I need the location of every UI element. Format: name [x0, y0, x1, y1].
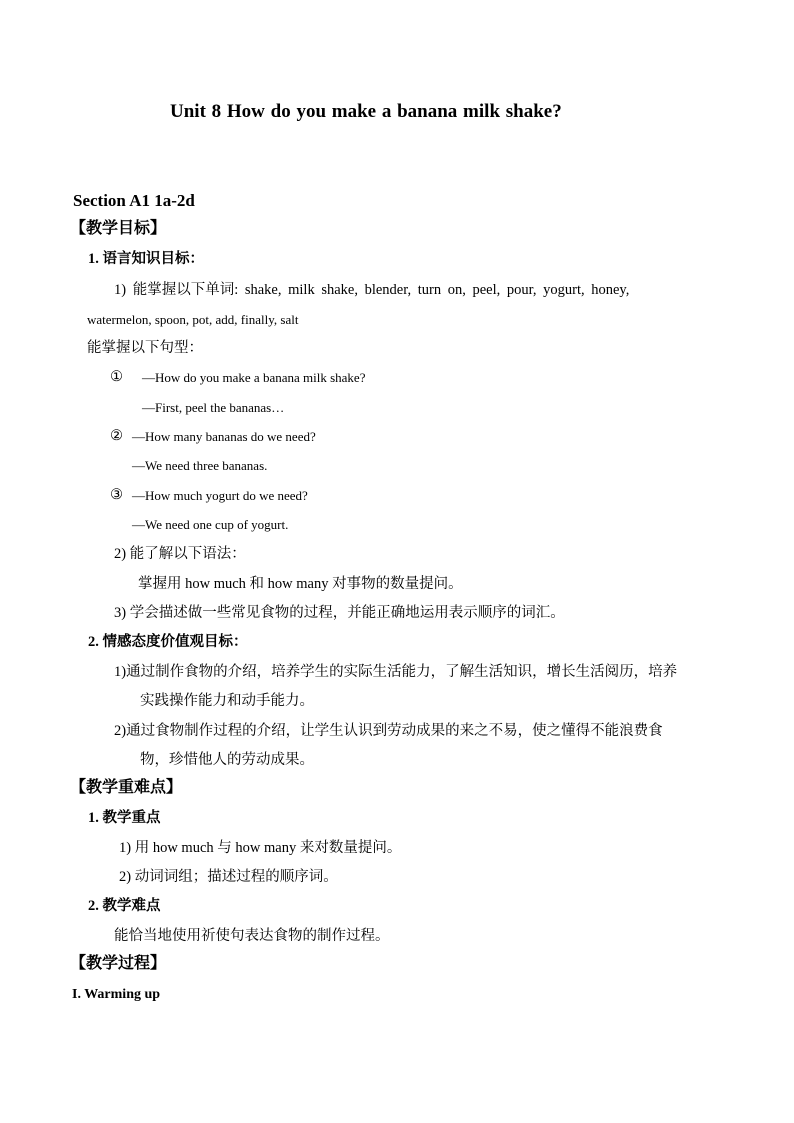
key-focus-heading: 1. 教学重点	[88, 810, 161, 826]
grammar-item: 2) 能了解以下语法：	[114, 546, 246, 562]
warming-up-heading: I. Warming up	[72, 987, 161, 1002]
grammar-detail: 掌握用 how much 和 how many 对事物的数量提问。	[138, 576, 463, 592]
dialog-3-question: —How much yogurt do we need?	[132, 488, 308, 503]
knowledge-heading: 1. 语言知识目标：	[88, 251, 204, 267]
key-focus-item-1: 1) 用 how much 与 how many 来对数量提问。	[119, 840, 402, 856]
sentence-intro: 能掌握以下句型：	[87, 340, 203, 356]
attitude-paragraph-2-line-2: 物，珍惜他人的劳动成果。	[140, 752, 314, 768]
page-title: Unit 8 How do you make a banana milk shake?	[170, 101, 562, 122]
objectives-heading: 【教学目标】	[70, 220, 167, 237]
dialog-2-answer: —We need three bananas.	[132, 458, 268, 473]
section-heading: Section A1 1a-2d	[73, 191, 195, 210]
vocab-text-1: 1) 能掌握以下单词: shake, milk shake, blender, turn on, peel, pour, yogurt, honey,	[114, 282, 630, 298]
attitude-heading: 2. 情感态度价值观目标：	[88, 634, 248, 650]
dialog-3-answer: —We need one cup of yogurt.	[132, 517, 289, 532]
process-item: 3) 学会描述做一些常见食物的过程，并能正确地运用表示顺序的词汇。	[114, 605, 565, 621]
dialog-1-answer: —First, peel the bananas…	[142, 400, 285, 415]
process-heading: 【教学过程】	[70, 955, 167, 972]
dialog-2-number: ②	[110, 428, 123, 444]
attitude-paragraph-1-line-1: 1)通过制作食物的介绍，培养学生的实际生活能力，了解生活知识，增长生活阅历，培养	[114, 664, 678, 680]
attitude-paragraph-2-line-1: 2)通过食物制作过程的介绍，让学生认识到劳动成果的来之不易，使之懂得不能浪费食	[114, 723, 663, 739]
key-points-heading: 【教学重难点】	[70, 779, 183, 796]
attitude-paragraph-1-line-2: 实践操作能力和动手能力。	[140, 693, 314, 709]
key-focus-item-2: 2) 动词词组；描述过程的顺序词。	[119, 869, 338, 885]
difficulty-item-1: 能恰当地使用祈使句表达食物的制作过程。	[114, 928, 390, 944]
vocab-line-1	[114, 283, 720, 298]
difficulty-heading: 2. 教学难点	[88, 898, 161, 914]
vocab-line-2: watermelon, spoon, pot, add, finally, salt	[87, 312, 299, 327]
dialog-1-number: ①	[110, 369, 123, 385]
dialog-3-number: ③	[110, 487, 123, 503]
dialog-1-question: —How do you make a banana milk shake?	[142, 370, 366, 385]
dialog-2-question: —How many bananas do we need?	[132, 429, 316, 444]
